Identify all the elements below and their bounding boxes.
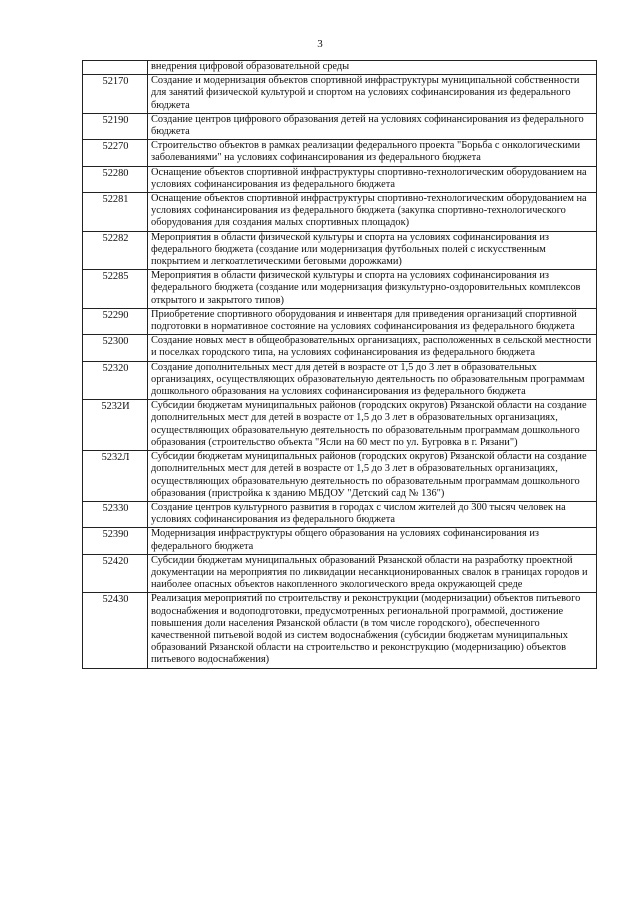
row-description: Реализация мероприятий по строительству и реконструкции (модернизации) объектов питьевого водоснабжения и водоподготовки, предусмотренных региональной программой, достижение повышения доли населения Рязанской области (в том числе городского), обеспеченного качественной питьевой водой из систем водоснабжения (субсидии бюджетам муниципальных образований Рязанской области на строительство и реконструкцию (модернизацию) объектов питьевого водоснабжения) — [148, 593, 597, 668]
table-row — [83, 400, 597, 451]
table-row — [83, 61, 597, 75]
row-description: Оснащение объектов спортивной инфраструктуры спортивно-технологическим оборудованием на условиях софинансирования из федерального бюджета (закупка спортивно-технологического оборудования для создания малых спортивных площадок) — [148, 193, 597, 232]
table-row — [83, 231, 597, 270]
row-code: 5232И — [83, 400, 148, 451]
table-row — [83, 113, 597, 139]
row-description: Приобретение спортивного оборудования и инвентаря для приведения организаций спортивной подготовки в нормативное состояние на условиях софинансирования из федерального бюджета — [148, 308, 597, 334]
row-description: Субсидии бюджетам муниципальных районов (городских округов) Рязанской области на создание дополнительных мест для детей в возрасте от 1,5 до 3 лет в образовательных организациях, осуществляющих образовательную деятельность по образовательным программам дошкольного образования (строительство объекта "Ясли на 60 мест по ул. Бугровка в г. Рязани") — [148, 400, 597, 451]
row-code: 52290 — [83, 308, 148, 334]
table-row — [83, 451, 597, 502]
row-description: Модернизация инфраструктуры общего образования на условиях софинансирования из федерального бюджета — [148, 528, 597, 554]
table-row — [83, 528, 597, 554]
table-row — [83, 270, 597, 309]
row-code: 52281 — [83, 193, 148, 232]
table-row — [83, 593, 597, 668]
row-description: Субсидии бюджетам муниципальных районов (городских округов) Рязанской области на создание дополнительных мест для детей в возрасте от 1,5 до 3 лет в образовательных организациях, осуществляющих образовательную деятельность по образовательным программам дошкольного образования (пристройка к зданию МБДОУ "Детский сад № 136") — [148, 451, 597, 502]
row-code: 5232Л — [83, 451, 148, 502]
table-row — [83, 166, 597, 192]
row-code: 52280 — [83, 166, 148, 192]
row-code: 52420 — [83, 554, 148, 593]
row-description: Создание и модернизация объектов спортивной инфраструктуры муниципальной собственности для занятий физической культурой и спортом на условиях софинансирования из федерального бюджета — [148, 75, 597, 114]
row-code: 52190 — [83, 113, 148, 139]
row-code: 52320 — [83, 361, 148, 400]
row-description: Создание центров культурного развития в городах с числом жителей до 300 тысяч человек на условиях софинансирования из федерального бюджета — [148, 501, 597, 527]
table-row — [83, 361, 597, 400]
row-code: 52285 — [83, 270, 148, 309]
row-description: Оснащение объектов спортивной инфраструктуры спортивно-технологическим оборудованием на условиях софинансирования из федерального бюджета — [148, 166, 597, 192]
row-description: Создание центров цифрового образования детей на условиях софинансирования из федерального бюджета — [148, 113, 597, 139]
row-description: Субсидии бюджетам муниципальных образований Рязанской области на разработку проектной документации на мероприятия по ликвидации несанкционированных свалок в границах городов и наиболее опасных объектов накопленного экологического вреда окружающей среде — [148, 554, 597, 593]
budget-codes-table — [82, 60, 597, 669]
row-code: 52282 — [83, 231, 148, 270]
table-row — [83, 501, 597, 527]
row-description: Мероприятия в области физической культуры и спорта на условиях софинансирования из федерального бюджета (создание или модернизация футбольных полей с искусственным покрытием и легкоатлетическими беговыми дорожками) — [148, 231, 597, 270]
table-row — [83, 193, 597, 232]
row-description: Строительство объектов в рамках реализации федерального проекта "Борьба с онкологическими заболеваниями" на условиях софинансирования из федерального бюджета — [148, 140, 597, 166]
row-code: 52170 — [83, 75, 148, 114]
table-row — [83, 554, 597, 593]
row-code: 52270 — [83, 140, 148, 166]
row-code: 52390 — [83, 528, 148, 554]
row-description: внедрения цифровой образовательной среды — [148, 61, 597, 75]
row-code: 52430 — [83, 593, 148, 668]
row-description: Мероприятия в области физической культуры и спорта на условиях софинансирования из федерального бюджета (создание или модернизация физкультурно-оздоровительных комплексов открытого и закрытого типов) — [148, 270, 597, 309]
row-code — [83, 61, 148, 75]
row-description: Создание дополнительных мест для детей в возрасте от 1,5 до 3 лет в образовательных организациях, осуществляющих образовательную деятельность по образовательным программам дошкольного образования на условиях софинансирования из федерального бюджета — [148, 361, 597, 400]
table-row — [83, 335, 597, 361]
row-code: 52330 — [83, 501, 148, 527]
table-row — [83, 75, 597, 114]
page-number: 3 — [317, 38, 323, 50]
row-code: 52300 — [83, 335, 148, 361]
table-row — [83, 140, 597, 166]
table-body — [83, 61, 597, 669]
row-description: Создание новых мест в общеобразовательных организациях, расположенных в сельской местности и поселках городского типа, на условиях софинансирования из федерального бюджета — [148, 335, 597, 361]
table-row — [83, 308, 597, 334]
